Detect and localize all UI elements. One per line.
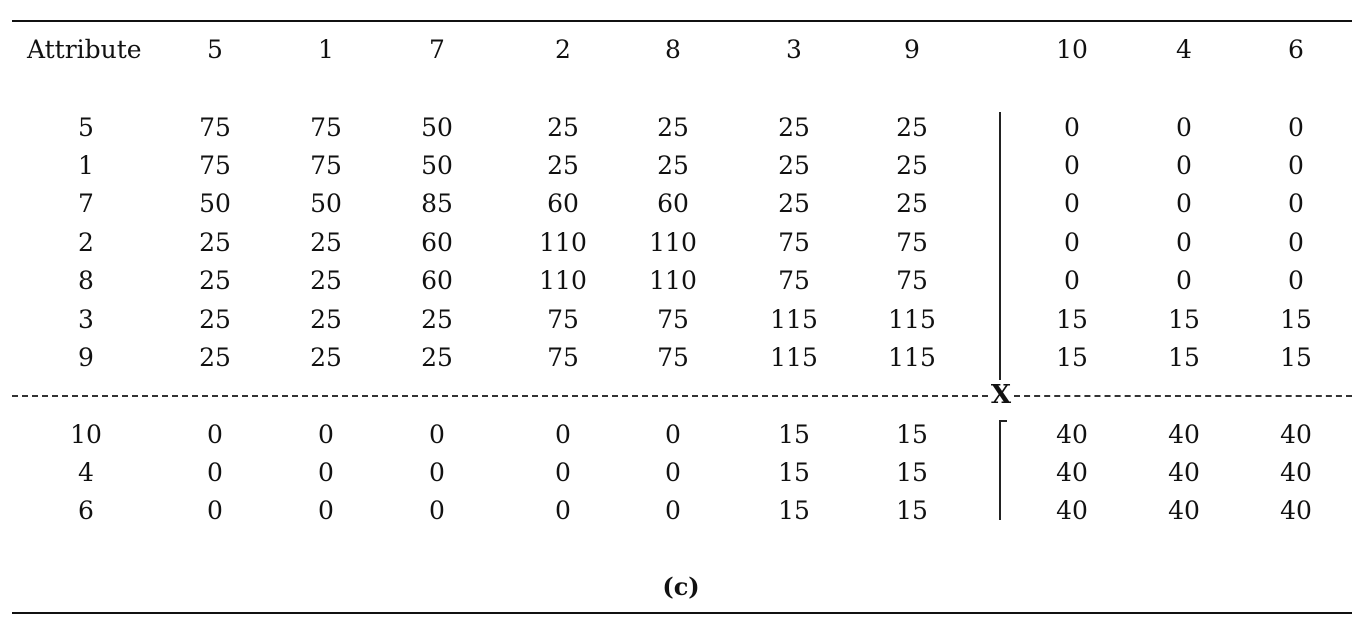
table-cell: 15 bbox=[1280, 305, 1312, 334]
table-cell: 115 bbox=[888, 305, 936, 334]
table-cell: 0 bbox=[555, 420, 571, 449]
table-cell: 0 bbox=[1288, 113, 1304, 142]
top-rule bbox=[12, 20, 1352, 22]
row-label: 9 bbox=[78, 343, 94, 372]
column-header-8: 8 bbox=[665, 35, 681, 64]
table-cell: 0 bbox=[1176, 151, 1192, 180]
table-cell: 50 bbox=[421, 113, 453, 142]
table-cell: 0 bbox=[1288, 228, 1304, 257]
column-header-6: 6 bbox=[1288, 35, 1304, 64]
row-label: 5 bbox=[78, 113, 94, 142]
table-cell: 110 bbox=[539, 228, 587, 257]
table-cell: 25 bbox=[199, 305, 231, 334]
table-cell: 0 bbox=[665, 420, 681, 449]
table-cell: 15 bbox=[1280, 343, 1312, 372]
table-cell: 75 bbox=[657, 343, 689, 372]
table-cell: 25 bbox=[310, 228, 342, 257]
table-cell: 110 bbox=[649, 228, 697, 257]
table-cell: 25 bbox=[310, 266, 342, 295]
row-label: 2 bbox=[78, 228, 94, 257]
column-header-5: 5 bbox=[207, 35, 223, 64]
table-cell: 15 bbox=[1168, 305, 1200, 334]
table-cell: 60 bbox=[547, 189, 579, 218]
column-header-10: 10 bbox=[1056, 35, 1088, 64]
table-cell: 75 bbox=[310, 151, 342, 180]
table-caption: (c) bbox=[662, 572, 700, 601]
table-cell: 25 bbox=[199, 228, 231, 257]
table-cell: 40 bbox=[1168, 458, 1200, 487]
table-cell: 0 bbox=[207, 458, 223, 487]
column-header-2: 2 bbox=[555, 35, 571, 64]
table-cell: 85 bbox=[421, 189, 453, 218]
table-cell: 15 bbox=[1056, 305, 1088, 334]
table-cell: 75 bbox=[547, 305, 579, 334]
partition-tick bbox=[999, 420, 1007, 422]
table-cell: 110 bbox=[539, 266, 587, 295]
table-cell: 25 bbox=[896, 113, 928, 142]
table-cell: 25 bbox=[547, 113, 579, 142]
table-cell: 40 bbox=[1280, 496, 1312, 525]
table-cell: 0 bbox=[1176, 113, 1192, 142]
partition-marker: X bbox=[990, 380, 1012, 410]
table-cell: 0 bbox=[555, 496, 571, 525]
partition-dashed-line-left bbox=[12, 395, 988, 397]
row-label: 7 bbox=[78, 189, 94, 218]
table-cell: 0 bbox=[429, 458, 445, 487]
table-cell: 0 bbox=[318, 420, 334, 449]
table-cell: 40 bbox=[1280, 458, 1312, 487]
table-cell: 0 bbox=[1288, 151, 1304, 180]
table-cell: 15 bbox=[778, 420, 810, 449]
table-cell: 75 bbox=[547, 343, 579, 372]
table-cell: 0 bbox=[1064, 189, 1080, 218]
table-cell: 0 bbox=[1176, 189, 1192, 218]
table-cell: 15 bbox=[896, 458, 928, 487]
table-cell: 0 bbox=[665, 458, 681, 487]
row-label: 10 bbox=[70, 420, 102, 449]
table-cell: 115 bbox=[888, 343, 936, 372]
table-cell: 0 bbox=[429, 420, 445, 449]
table-cell: 0 bbox=[555, 458, 571, 487]
table-cell: 50 bbox=[421, 151, 453, 180]
table-cell: 25 bbox=[310, 305, 342, 334]
table-cell: 15 bbox=[1168, 343, 1200, 372]
row-label: 1 bbox=[78, 151, 94, 180]
row-label: 6 bbox=[78, 496, 94, 525]
table-cell: 75 bbox=[896, 228, 928, 257]
table-cell: 25 bbox=[896, 151, 928, 180]
table-cell: 75 bbox=[310, 113, 342, 142]
table-cell: 0 bbox=[1064, 266, 1080, 295]
table-cell: 60 bbox=[421, 228, 453, 257]
table-cell: 0 bbox=[207, 420, 223, 449]
table-cell: 0 bbox=[318, 496, 334, 525]
table-cell: 25 bbox=[657, 113, 689, 142]
table-cell: 25 bbox=[778, 151, 810, 180]
table-cell: 0 bbox=[1064, 228, 1080, 257]
table-cell: 60 bbox=[421, 266, 453, 295]
table-cell: 50 bbox=[199, 189, 231, 218]
table-cell: 40 bbox=[1056, 496, 1088, 525]
table-cell: 25 bbox=[310, 343, 342, 372]
row-label: 4 bbox=[78, 458, 94, 487]
table-cell: 0 bbox=[1288, 266, 1304, 295]
bottom-rule bbox=[12, 612, 1352, 614]
table-cell: 25 bbox=[199, 343, 231, 372]
table-cell: 75 bbox=[199, 113, 231, 142]
table-cell: 75 bbox=[199, 151, 231, 180]
table-cell: 40 bbox=[1056, 458, 1088, 487]
table-cell: 0 bbox=[1176, 266, 1192, 295]
table-cell: 40 bbox=[1168, 420, 1200, 449]
table-cell: 15 bbox=[896, 496, 928, 525]
table-cell: 15 bbox=[1056, 343, 1088, 372]
table-cell: 15 bbox=[896, 420, 928, 449]
table-cell: 40 bbox=[1280, 420, 1312, 449]
column-header-9: 9 bbox=[904, 35, 920, 64]
column-header-3: 3 bbox=[786, 35, 802, 64]
table-cell: 40 bbox=[1168, 496, 1200, 525]
table-cell: 110 bbox=[649, 266, 697, 295]
table-cell: 50 bbox=[310, 189, 342, 218]
row-label: 8 bbox=[78, 266, 94, 295]
table-cell: 60 bbox=[657, 189, 689, 218]
table-cell: 75 bbox=[896, 266, 928, 295]
table-cell: 25 bbox=[778, 189, 810, 218]
table-cell: 0 bbox=[1288, 189, 1304, 218]
table-cell: 0 bbox=[318, 458, 334, 487]
table-cell: 15 bbox=[778, 496, 810, 525]
table-cell: 25 bbox=[421, 305, 453, 334]
partition-vertical-line-lower bbox=[999, 420, 1001, 520]
table-cell: 25 bbox=[657, 151, 689, 180]
table-cell: 75 bbox=[778, 228, 810, 257]
table-cell: 0 bbox=[1064, 113, 1080, 142]
table-cell: 25 bbox=[547, 151, 579, 180]
partition-dashed-line-right bbox=[1014, 395, 1352, 397]
table-cell: 0 bbox=[207, 496, 223, 525]
column-header-4: 4 bbox=[1176, 35, 1192, 64]
table-cell: 25 bbox=[199, 266, 231, 295]
table-cell: 115 bbox=[770, 305, 818, 334]
column-header-1: 1 bbox=[318, 35, 334, 64]
table-cell: 0 bbox=[1064, 151, 1080, 180]
table-cell: 0 bbox=[429, 496, 445, 525]
table-cell: 25 bbox=[778, 113, 810, 142]
table-cell: 115 bbox=[770, 343, 818, 372]
table-cell: 40 bbox=[1056, 420, 1088, 449]
partition-vertical-line-upper bbox=[999, 112, 1001, 380]
table-cell: 75 bbox=[778, 266, 810, 295]
row-label: 3 bbox=[78, 305, 94, 334]
table-cell: 75 bbox=[657, 305, 689, 334]
table-cell: 25 bbox=[421, 343, 453, 372]
table-cell: 15 bbox=[778, 458, 810, 487]
table-cell: 0 bbox=[665, 496, 681, 525]
table-cell: 25 bbox=[896, 189, 928, 218]
header-label: Attribute bbox=[27, 35, 142, 64]
column-header-7: 7 bbox=[429, 35, 445, 64]
table-cell: 0 bbox=[1176, 228, 1192, 257]
